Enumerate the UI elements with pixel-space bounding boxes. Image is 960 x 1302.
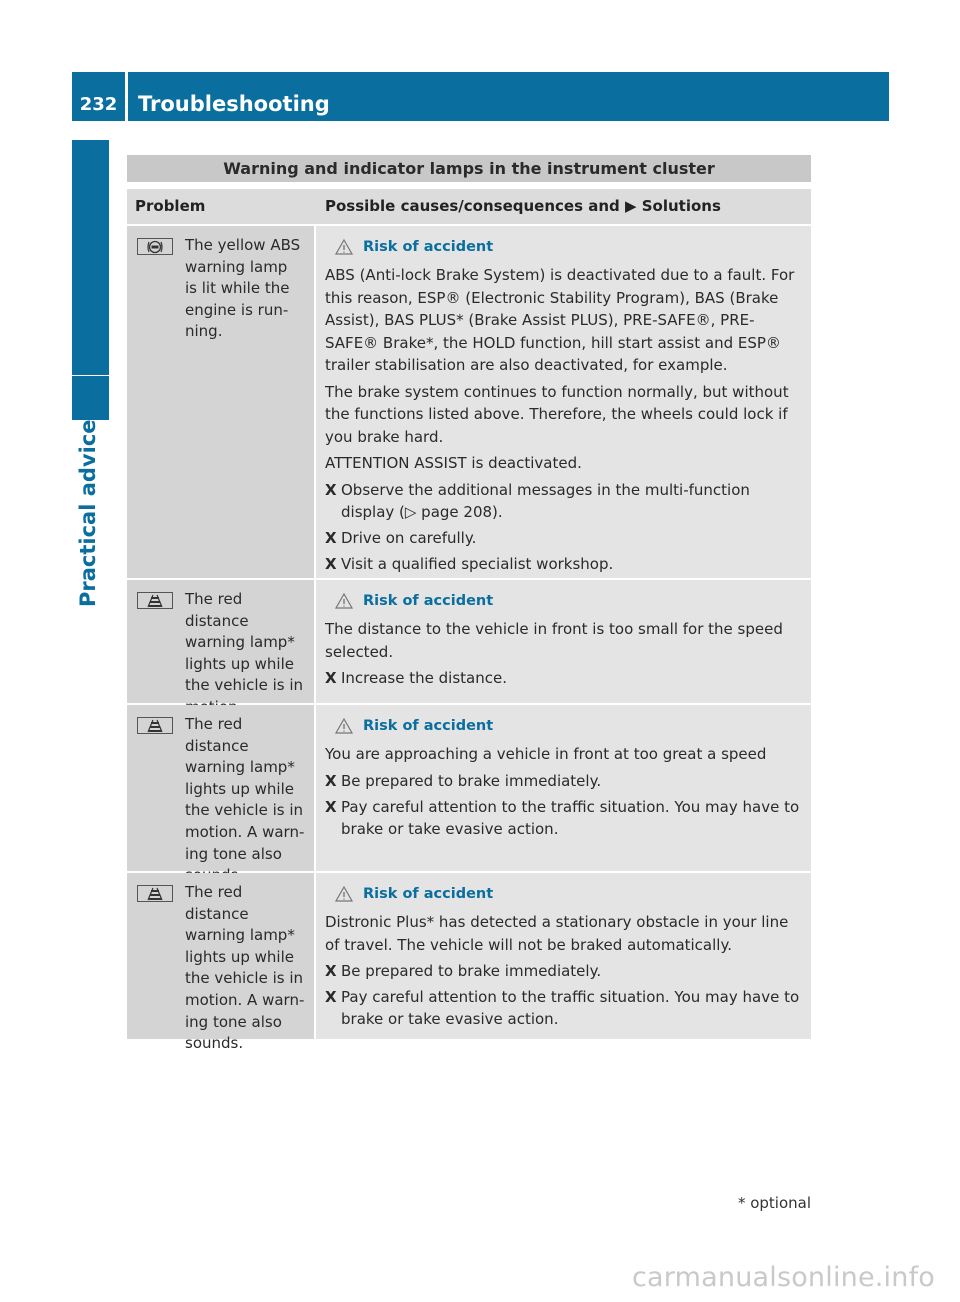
distance-warning-lamp-icon (137, 885, 173, 902)
cause-text: Distronic Plus* has detected a stationary obstacle in your line of travel. The vehicle will not be braked automatically. (325, 913, 789, 954)
table-header (127, 189, 811, 224)
solution-step: X Increase the distance. (325, 669, 507, 687)
table-row (127, 873, 811, 1053)
solution-step: X Be prepared to brake immediately. (325, 962, 602, 980)
table-title: Warning and indicator lamps in the instrument cluster (127, 155, 811, 182)
section-title: Troubleshooting (138, 92, 330, 116)
column-header-problem: Problem (135, 197, 206, 215)
step-arrow-icon: X (325, 528, 337, 547)
consequence-text: The brake system continues to function normally, but without the functions listed above. Therefore, the wheels could lock if you brake hard. (325, 382, 789, 446)
problem-text: The red distance warning lamp* lights up while the vehicle is in motion. A warn-ing tone also sounds. (185, 883, 305, 1053)
abs-warning-lamp-icon (137, 238, 173, 255)
warning-triangle-icon (335, 239, 353, 255)
solution-step: X Visit a qualified specialist workshop. (325, 554, 614, 573)
risk-warning: Risk of accident (335, 883, 805, 905)
side-tab-label: Practical advice (76, 419, 100, 607)
solution-step: X Be prepared to brake immediately. (325, 771, 602, 790)
problem-text: The red distance warning lamp* lights up while the vehicle is in (185, 590, 304, 695)
column-header-solutions: Possible causes/consequences and ▶ Solutions (325, 197, 721, 215)
solution-step: X Pay careful attention to the traffic situation. You may have to brake or take evasive action. (325, 988, 800, 1028)
warning-lamps-table (127, 189, 811, 1053)
header-separator (125, 72, 128, 121)
warning-triangle-icon (335, 886, 353, 902)
solution-step: X Observe the additional messages in the multi-function display (▷ page 208). (325, 480, 750, 521)
cause-text: ABS (Anti-lock Brake System) is deactivated due to a fault. For this reason, ESP® (Electronic Stability Program), BAS (Brake Assist), BAS PLUS* (Brake Assist PLUS), PRE-SAFE®, PRE-SAFE® Brake*, the HOLD function, hill start assist and ESP® trailer stabilisation are also deactivated, for example. (325, 266, 795, 374)
step-arrow-icon: X (325, 480, 337, 499)
side-tab (72, 140, 109, 375)
watermark: carmanualsonline.info (632, 1262, 935, 1293)
step-arrow-icon: X (325, 771, 337, 790)
risk-warning: Risk of accident (335, 236, 805, 258)
problem-text: The red distance warning lamp* lights up while the vehicle is in motion. A warn-ing tone also (185, 715, 305, 863)
page-number: 232 (79, 94, 118, 115)
distance-warning-lamp-icon (137, 592, 173, 609)
cause-text: You are approaching a vehicle in front at too great a speed (325, 745, 767, 763)
warning-triangle-icon (335, 718, 353, 734)
footnote-optional: * optional (737, 1194, 811, 1212)
table-row (127, 580, 811, 703)
solution-step: X Drive on carefully. (325, 528, 477, 547)
table-row (127, 226, 811, 578)
step-arrow-icon: X (325, 554, 337, 573)
risk-warning: Risk of accident (335, 715, 805, 737)
side-tab-marker (72, 376, 109, 420)
step-arrow-icon: X (325, 669, 337, 687)
warning-triangle-icon (335, 593, 353, 609)
table-row (127, 705, 811, 871)
solution-step: X Pay careful attention to the traffic situation. You may have to brake or take evasive action. (325, 797, 800, 838)
risk-warning: Risk of accident (335, 590, 805, 612)
cause-text: The distance to the vehicle in front is too small for the speed selected. (325, 620, 783, 661)
step-arrow-icon: X (325, 988, 337, 1006)
step-arrow-icon: X (325, 962, 337, 980)
problem-text: The yellow ABS warning lamp is lit while the engine is run-ning. (185, 236, 301, 341)
step-arrow-icon: X (325, 797, 337, 816)
distance-warning-lamp-icon (137, 717, 173, 734)
consequence-text: ATTENTION ASSIST is deactivated. (325, 454, 582, 472)
